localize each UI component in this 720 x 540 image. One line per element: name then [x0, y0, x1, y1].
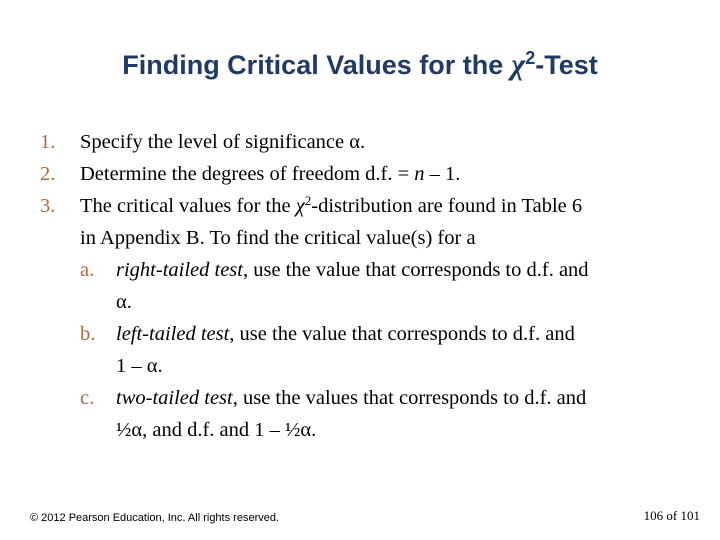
step-2 — [40, 158, 680, 190]
substep-c — [40, 382, 680, 414]
slide-body — [40, 126, 680, 446]
variable-n: n — [414, 163, 425, 185]
copyright-footer: © 2012 Pearson Education, Inc. All rights reserved. — [30, 512, 280, 524]
title-text: Finding Critical Values for the — [122, 50, 504, 80]
title-chi-symbol: χ — [511, 48, 526, 81]
step-number: 2. — [40, 163, 56, 185]
substep-text: , use the value that corresponds to d.f. and — [229, 323, 575, 345]
substep-text: , use the values that corresponds to d.f. and — [232, 387, 587, 409]
page-number: 106 of 101 — [643, 508, 700, 523]
chi-symbol: χ — [295, 195, 305, 217]
slide-title — [0, 48, 720, 82]
substep-a — [40, 254, 680, 286]
substep-b — [40, 318, 680, 350]
step-3 — [40, 190, 680, 222]
step-text: The critical values for the — [80, 195, 296, 217]
step-text: Specify the level of significance α. — [80, 131, 366, 153]
substep-term: left-tailed test — [116, 323, 230, 345]
substep-c-cont: ½α, and d.f. and 1 – ½α. — [116, 419, 317, 441]
substep-b-cont: 1 – α. — [116, 355, 163, 377]
chi-superscript: 2 — [304, 193, 312, 208]
substep-term: two-tailed test — [116, 387, 233, 409]
substep-letter: b. — [80, 323, 96, 345]
substep-term: right-tailed test — [116, 259, 243, 281]
title-suffix: -Test — [535, 50, 598, 80]
title-superscript: 2 — [525, 48, 536, 68]
substep-a-cont: α. — [116, 291, 132, 313]
substep-letter: c. — [80, 387, 95, 409]
step-text: Determine the degrees of freedom d.f. = — [80, 163, 415, 185]
step-3-line-2: in Appendix B. To find the critical value(s) for a — [80, 227, 476, 249]
substep-text: , use the value that corresponds to d.f. and — [242, 259, 589, 281]
step-number: 1. — [40, 131, 56, 153]
step-1 — [40, 126, 680, 158]
step-number: 3. — [40, 195, 56, 217]
step-text-end: – 1. — [424, 163, 461, 185]
substep-letter: a. — [80, 259, 95, 281]
step-text-cont: -distribution are found in Table 6 — [311, 195, 583, 217]
